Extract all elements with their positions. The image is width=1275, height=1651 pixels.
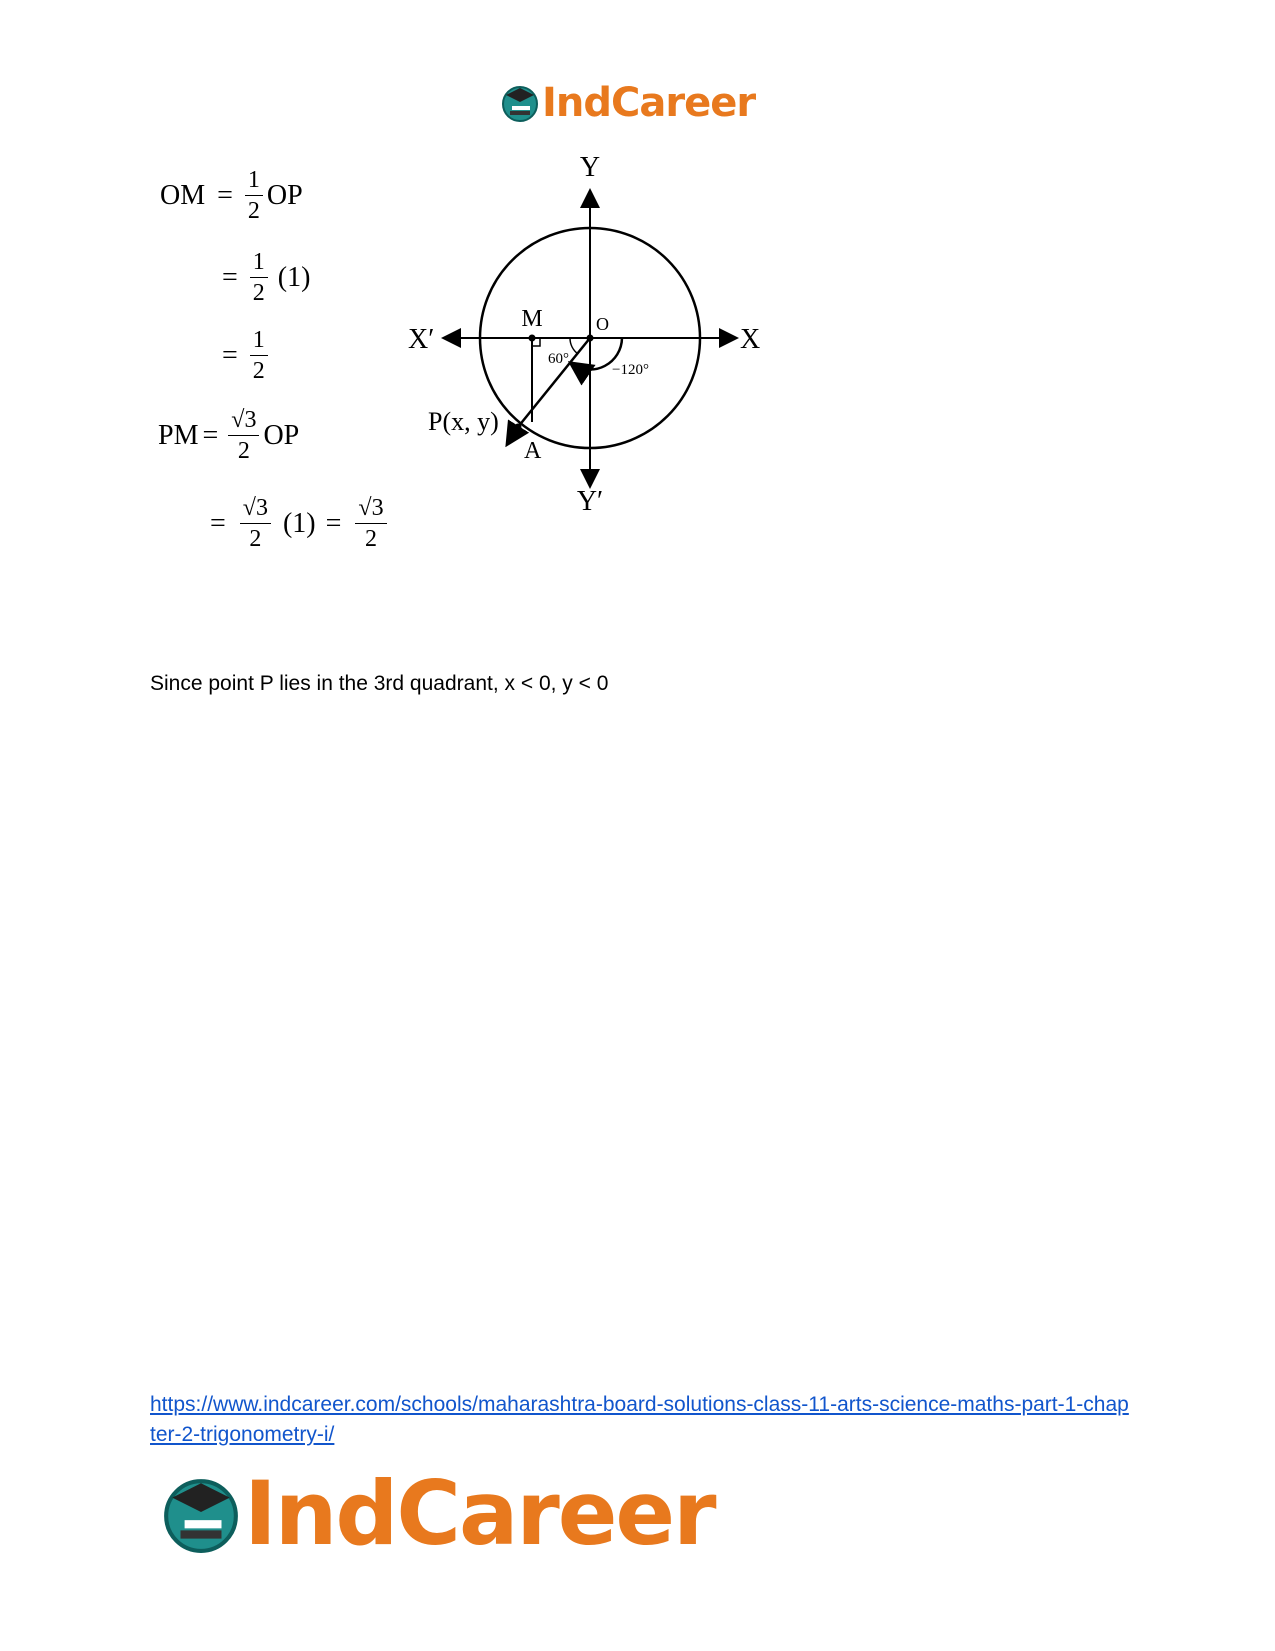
point-m — [529, 335, 536, 342]
eq-sign: = — [222, 261, 238, 293]
fraction: $\frac{1}{2}$ — [250, 328, 268, 383]
label-y: Y — [579, 152, 601, 183]
fraction-2: $\frac{√3}{2}$ — [355, 496, 386, 551]
eq-sign: = — [222, 339, 238, 371]
eq-sign: = — [210, 507, 226, 539]
eq-rhs: OP — [266, 179, 303, 211]
equation-pm — [158, 408, 299, 463]
equation-step-3 — [222, 328, 272, 383]
eq-mid: (1) — [282, 507, 316, 539]
body-sentence: Since point P lies in the 3rd quadrant, x < 0, y < 0 — [150, 672, 609, 695]
label-x: X — [740, 324, 761, 355]
fraction: $\frac{1}{2}$ — [250, 250, 268, 305]
unit-circle-diagram — [400, 150, 780, 580]
arc-60 — [570, 338, 578, 354]
fraction: $\frac{1}{2}$ — [245, 168, 263, 223]
logo-text: IndCareer — [244, 1462, 715, 1565]
logo-globe-icon — [500, 83, 540, 123]
eq-rhs: (1) — [277, 261, 311, 293]
point-o — [587, 335, 594, 342]
footer-url-link[interactable]: https://www.indcareer.com/schools/maharashtra-board-solutions-class-11-arts-science-maths-part-1-chapter-2-trigonometry-i/ — [150, 1393, 1129, 1446]
eq-sign: = — [202, 419, 219, 451]
footer-logo — [160, 1462, 715, 1565]
label-y-prime: Y′ — [576, 486, 604, 517]
label-o: O — [596, 314, 609, 334]
eq-sign-2: = — [325, 507, 342, 539]
fraction: $\frac{√3}{2}$ — [228, 408, 259, 463]
equation-step-5 — [210, 496, 391, 551]
logo-globe-icon — [160, 1473, 242, 1555]
eq-rhs: OP — [263, 419, 300, 451]
eq-lhs: PM — [158, 419, 199, 451]
logo-text: IndCareer — [542, 80, 756, 126]
equation-step-2 — [222, 250, 310, 305]
eq-sign: = — [217, 179, 233, 211]
fraction: $\frac{√3}{2}$ — [240, 496, 271, 551]
point-p — [515, 424, 522, 431]
label-a: A — [524, 438, 542, 464]
label-angle-neg120: −120° — [612, 362, 649, 378]
eq-lhs: OM — [160, 179, 206, 211]
label-m: M — [521, 306, 543, 332]
header-logo — [500, 80, 755, 126]
label-x-prime: X′ — [408, 324, 435, 355]
label-angle-60: 60° — [548, 351, 569, 367]
label-p: P(x, y) — [428, 407, 499, 436]
equation-om — [160, 168, 303, 223]
